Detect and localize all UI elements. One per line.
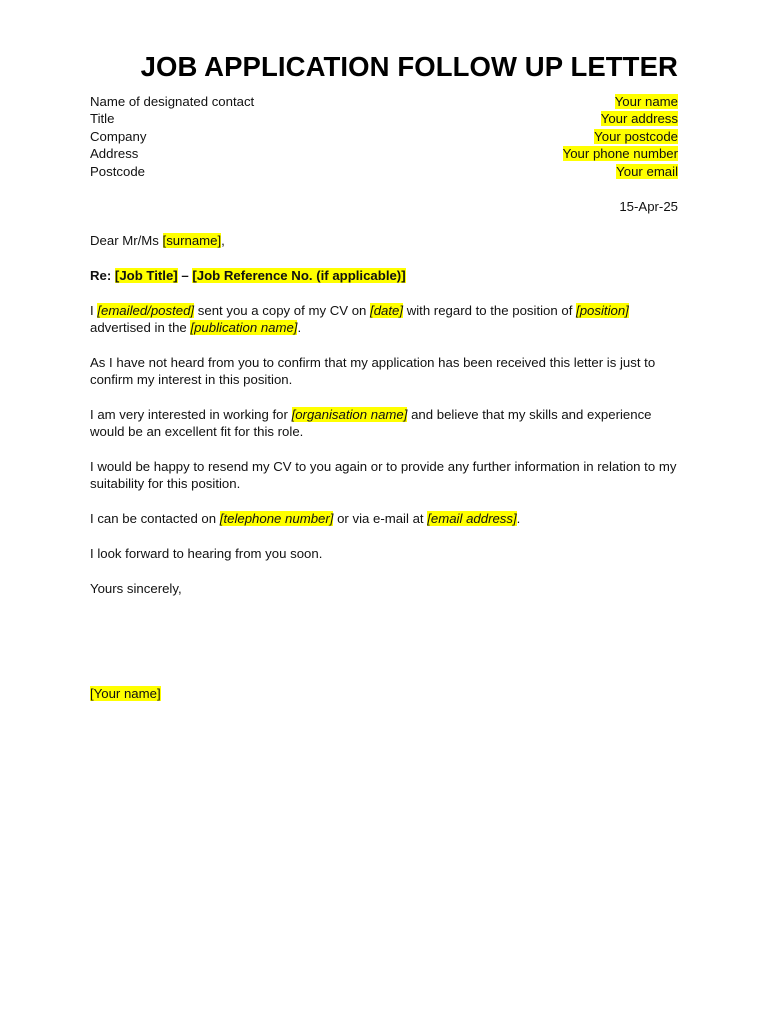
publication-placeholder: [publication name] [190,320,298,336]
paragraph-text: with regard to the position of [403,303,577,318]
closing: Yours sincerely, [90,581,182,596]
salutation-prefix: Dear Mr/Ms [90,233,163,248]
signature-placeholder: [Your name] [90,686,161,701]
paragraph-text: I can be contacted on [90,511,220,526]
email-placeholder: [email address] [427,511,517,526]
sender-address: Your address [600,111,678,127]
salutation-suffix: , [221,233,225,248]
paragraph-resend: I would be happy to resend my CV to you again or to provide any further information in relation to my suitability for this position. [90,459,677,492]
paragraph-text: . [516,511,521,526]
sender-name: Your name [614,94,678,109]
paragraph-contact [90,510,680,527]
paragraph-text: advertised in the [90,320,191,336]
sender-email: Your email [616,163,678,179]
paragraph-text: I [90,303,98,318]
paragraph-text: sent you a copy of my CV on [194,303,371,318]
paragraph-text: and believe that my skills and experience would be an excellent fit for this role. [90,407,652,440]
recipient-address: Address [90,146,139,162]
subject-prefix: Re: [90,268,115,283]
telephone-placeholder: [telephone number] [219,511,334,526]
date-placeholder: [date] [370,303,404,318]
subject-line [90,267,680,284]
recipient-name: Name of designated contact [90,94,255,109]
job-title-placeholder: [Job Title] [114,268,178,283]
paragraph-cv-sent [90,302,680,337]
paragraph-look-forward: I look forward to hearing from you soon. [90,546,323,561]
surname-placeholder: [surname] [162,233,222,248]
letter-date: 15-Apr-25 [619,199,678,214]
recipient-postcode: Postcode [90,163,145,179]
recipient-block [90,93,254,180]
method-placeholder: [emailed/posted] [97,303,195,318]
organisation-placeholder: [organisation name] [291,407,408,422]
paragraph-text: I am very interested in working for [90,407,292,422]
document-title: JOB APPLICATION FOLLOW UP LETTER [140,51,678,82]
subject-separator: – [177,268,193,283]
position-placeholder: [position] [576,303,629,318]
sender-block [563,93,678,180]
signature-line [90,685,680,702]
paragraph-no-reply: As I have not heard from you to confirm that my application has been received this letter is just to confirm my interest in this position. [90,355,656,388]
sender-phone: Your phone number [562,146,678,162]
sender-postcode: Your postcode [594,128,678,144]
job-reference-placeholder: [Job Reference No. (if applicable)] [192,268,406,283]
recipient-company: Company [90,128,147,144]
paragraph-text: or via e-mail at [333,511,428,526]
salutation [90,232,680,249]
paragraph-interest [90,406,680,441]
recipient-title: Title [90,111,115,127]
paragraph-text: . [297,320,302,336]
